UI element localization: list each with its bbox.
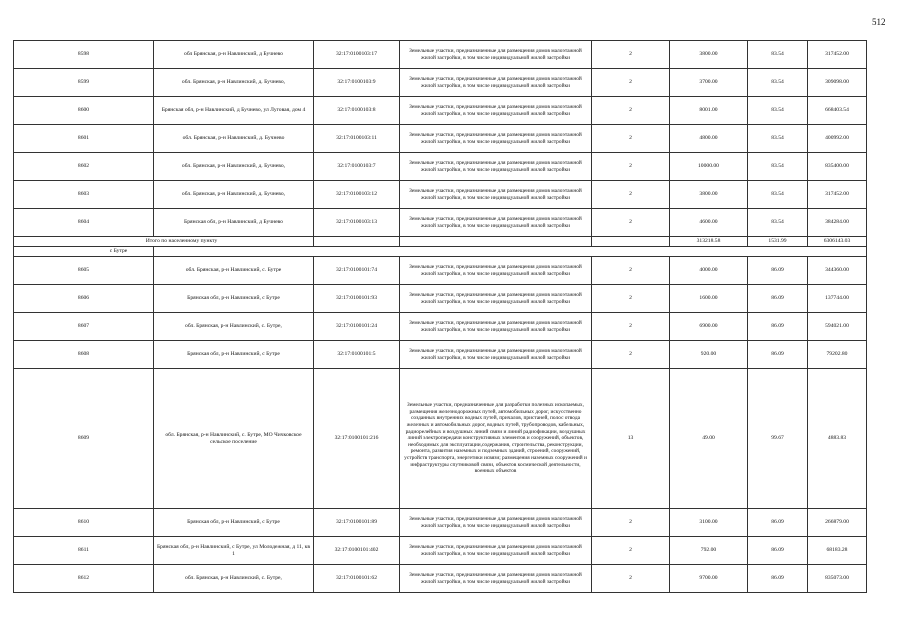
group-cell: 2 — [592, 313, 670, 341]
cadastral-value-cell: 594021.00 — [808, 313, 867, 341]
table-row — [14, 285, 867, 313]
address-cell: обл. Брянская, р-н Навлинский, д. Бучнево, — [154, 181, 314, 209]
address-cell: обл. Брянская, р-н Навлинский, с. Бутре — [154, 257, 314, 285]
cadastral-number-cell: 32:17:0100103:7 — [314, 153, 400, 181]
table-row — [14, 257, 867, 285]
address-cell: Брянская обл, р-н Навлинский, д Бучнево, ул Луговая, дом 4 — [154, 97, 314, 125]
cadastral-number-cell: 32:17:0100101:5 — [314, 341, 400, 369]
land-use-description-cell: Земельные участки, предназначенные для размещения домов малоэтажной жилой застройки, в том числе индивидуальной жилой застройки — [400, 565, 592, 593]
table-row — [14, 369, 867, 509]
address-cell: обл. Брянская, р-н Навлинский, д. Бучнево, — [154, 153, 314, 181]
cadastral-number-cell: 32:17:0100101:62 — [314, 565, 400, 593]
land-use-description-cell: Земельные участки, предназначенные для размещения домов малоэтажной жилой застройки, в том числе индивидуальной жилой застройки — [400, 69, 592, 97]
cadastral-number-cell: 32:17:0100103:13 — [314, 209, 400, 237]
area-cell: 4000.00 — [670, 257, 748, 285]
area-cell: 3700.00 — [670, 69, 748, 97]
cadastral-number-cell: 32:17:0100103:12 — [314, 181, 400, 209]
rate-cell: 86.09 — [748, 313, 808, 341]
cadastral-number-cell: 32:17:0100101:74 — [314, 257, 400, 285]
cadastral-number-cell: 32:17:0100103:17 — [314, 41, 400, 69]
rate-cell: 99.67 — [748, 369, 808, 509]
row-number: 8611 — [14, 537, 154, 565]
rate-cell: 86.09 — [748, 565, 808, 593]
subtotal-area: 313218.58 — [670, 237, 748, 247]
rate-cell: 86.09 — [748, 509, 808, 537]
table-row — [14, 125, 867, 153]
cadastral-value-table — [13, 40, 867, 593]
row-number: 8601 — [14, 125, 154, 153]
area-cell: 3800.00 — [670, 181, 748, 209]
cadastral-value-cell: 400992.00 — [808, 125, 867, 153]
row-number: 8608 — [14, 341, 154, 369]
row-number: 8599 — [14, 69, 154, 97]
cadastral-value-cell: 317452.00 — [808, 181, 867, 209]
land-use-description-cell: Земельные участки, предназначенные для размещения домов малоэтажной жилой застройки, в том числе индивидуальной жилой застройки — [400, 97, 592, 125]
group-cell: 2 — [592, 97, 670, 125]
table-row — [14, 313, 867, 341]
area-cell: 3100.00 — [670, 509, 748, 537]
group-cell: 13 — [592, 369, 670, 509]
rate-cell: 86.09 — [748, 537, 808, 565]
land-use-description-cell: Земельные участки, предназначенные для разработки полезных ископаемых, размещения железнодорожных путей, автомобильных дорог, искусственно созданных внутренних водных путей, причалов, пристаней, полос отвода железных и автомобильных дорог, водных путей, трубопроводов, кабельных, радиорелейных и воздушных линий связи и линий радиофикации, воздушных линий электропередачи конструктивных элементов и сооружений, объектов, необходимых для эксплуатации,содержания, строительства, реконструкции, ремонта, развития наземных и подземных зданий, строений, сооружений, устройств транспорта, энергетики исвязи; размещения наземных сооружений и инфраструктуры спутниковой связи, объектов космической деятельности, военных объектов — [400, 369, 592, 509]
subtotal-value: 6306143.03 — [808, 237, 867, 247]
address-cell: Брянская обл, р-н Навлинский, д Бучнево — [154, 209, 314, 237]
land-use-description-cell: Земельные участки, предназначенные для размещения домов малоэтажной жилой застройки, в том числе индивидуальной жилой застройки — [400, 509, 592, 537]
group-cell: 2 — [592, 565, 670, 593]
group-cell: 2 — [592, 69, 670, 97]
address-cell: Брянская обл, р-н Навлинский, с Бутре — [154, 509, 314, 537]
cadastral-number-cell: 32:17:0100103:11 — [314, 125, 400, 153]
table-row — [14, 341, 867, 369]
table-row — [14, 565, 867, 593]
land-use-description-cell: Земельные участки, предназначенные для размещения домов малоэтажной жилой застройки, в том числе индивидуальной жилой застройки — [400, 537, 592, 565]
rate-cell: 86.09 — [748, 341, 808, 369]
cadastral-number-cell: 32:17:0100101:89 — [314, 509, 400, 537]
row-number: 8602 — [14, 153, 154, 181]
table-row — [14, 181, 867, 209]
group-cell: 2 — [592, 181, 670, 209]
table-row — [14, 537, 867, 565]
rate-cell: 83.54 — [748, 97, 808, 125]
table-row — [14, 69, 867, 97]
row-number: 8604 — [14, 209, 154, 237]
cadastral-value-cell: 317452.00 — [808, 41, 867, 69]
cadastral-value-cell: 4883.83 — [808, 369, 867, 509]
group-cell: 2 — [592, 125, 670, 153]
table-row — [14, 153, 867, 181]
cadastral-value-cell: 668403.54 — [808, 97, 867, 125]
land-use-description-cell: Земельные участки, предназначенные для размещения домов малоэтажной жилой застройки, в том числе индивидуальной жилой застройки — [400, 257, 592, 285]
row-number: 8607 — [14, 313, 154, 341]
cadastral-number-cell: 32:17:0100101:24 — [314, 313, 400, 341]
cadastral-number-cell: 32:17:0100101:93 — [314, 285, 400, 313]
land-use-description-cell: Земельные участки, предназначенные для размещения домов малоэтажной жилой застройки, в том числе индивидуальной жилой застройки — [400, 285, 592, 313]
page-number: 512 — [872, 17, 886, 27]
row-number: 8612 — [14, 565, 154, 593]
address-cell: обл. Брянская, р-н Навлинский, с. Бутре, МО Чичковское сельское поселение — [154, 369, 314, 509]
table-row — [14, 41, 867, 69]
group-cell: 2 — [592, 341, 670, 369]
cadastral-value-cell: 344360.00 — [808, 257, 867, 285]
group-cell: 2 — [592, 41, 670, 69]
cadastral-number-cell: 32:17:0100103:8 — [314, 97, 400, 125]
cadastral-value-cell: 79202.80 — [808, 341, 867, 369]
area-cell: 49.00 — [670, 369, 748, 509]
address-cell: Брянская обл, р-н Навлинский, с Бутре — [154, 285, 314, 313]
cadastral-value-cell: 835073.00 — [808, 565, 867, 593]
land-use-description-cell: Земельные участки, предназначенные для размещения домов малоэтажной жилой застройки, в том числе индивидуальной жилой застройки — [400, 153, 592, 181]
row-number: 8610 — [14, 509, 154, 537]
cadastral-number-cell: 32:17:0100101:216 — [314, 369, 400, 509]
area-cell: 8001.00 — [670, 97, 748, 125]
area-cell: 920.00 — [670, 341, 748, 369]
rate-cell: 83.54 — [748, 153, 808, 181]
land-use-description-cell: Земельные участки, предназначенные для размещения домов малоэтажной жилой застройки, в том числе индивидуальной жилой застройки — [400, 181, 592, 209]
group-cell: 2 — [592, 537, 670, 565]
address-cell: Брянская обл, р-н Навлинский, с Бутре, ул Молодежная, д 11, кв 1 — [154, 537, 314, 565]
land-use-description-cell: Земельные участки, предназначенные для размещения домов малоэтажной жилой застройки, в том числе индивидуальной жилой застройки — [400, 341, 592, 369]
cadastral-number-cell: 32:17:0100101:402 — [314, 537, 400, 565]
table-row — [14, 209, 867, 237]
area-cell: 6900.00 — [670, 313, 748, 341]
settlement-name: с Бутре — [14, 247, 154, 257]
row-number: 8609 — [14, 369, 154, 509]
rate-cell: 83.54 — [748, 41, 808, 69]
rate-cell: 83.54 — [748, 125, 808, 153]
cadastral-value-cell: 309098.00 — [808, 69, 867, 97]
rate-cell: 86.09 — [748, 285, 808, 313]
table-row — [14, 509, 867, 537]
subtotal-row — [14, 237, 867, 247]
cadastral-value-cell: 137744.00 — [808, 285, 867, 313]
address-cell: обл. Брянская, р-н Навлинский, д. Бучнево, — [154, 69, 314, 97]
rate-cell: 83.54 — [748, 181, 808, 209]
subtotal-rate: 1531.99 — [748, 237, 808, 247]
land-use-description-cell: Земельные участки, предназначенные для размещения домов малоэтажной жилой застройки, в том числе индивидуальной жилой застройки — [400, 41, 592, 69]
land-use-description-cell: Земельные участки, предназначенные для размещения домов малоэтажной жилой застройки, в том числе индивидуальной жилой застройки — [400, 209, 592, 237]
settlement-row — [14, 247, 867, 257]
land-use-description-cell: Земельные участки, предназначенные для размещения домов малоэтажной жилой застройки, в том числе индивидуальной жилой застройки — [400, 125, 592, 153]
rate-cell: 83.54 — [748, 209, 808, 237]
row-number: 8605 — [14, 257, 154, 285]
address-cell: обл Брянская, р-н Навлинский, д Бучнево — [154, 41, 314, 69]
area-cell: 1600.00 — [670, 285, 748, 313]
address-cell: обл. Брянская, р-н Навлинский, с. Бутре, — [154, 565, 314, 593]
address-cell: обл. Брянская, р-н Навлинский, с. Бутре, — [154, 313, 314, 341]
group-cell: 2 — [592, 257, 670, 285]
area-cell: 4600.00 — [670, 209, 748, 237]
cadastral-number-cell: 32:17:0100103:9 — [314, 69, 400, 97]
row-number: 8603 — [14, 181, 154, 209]
area-cell: 3800.00 — [670, 41, 748, 69]
row-number: 8600 — [14, 97, 154, 125]
cadastral-value-cell: 266879.00 — [808, 509, 867, 537]
cadastral-value-cell: 835400.00 — [808, 153, 867, 181]
group-cell: 2 — [592, 285, 670, 313]
row-number: 8606 — [14, 285, 154, 313]
address-cell: Брянская обл, р-н Навлинский, с Бутре — [154, 341, 314, 369]
rate-cell: 86.09 — [748, 257, 808, 285]
land-use-description-cell: Земельные участки, предназначенные для размещения домов малоэтажной жилой застройки, в том числе индивидуальной жилой застройки — [400, 313, 592, 341]
group-cell: 2 — [592, 509, 670, 537]
area-cell: 9700.00 — [670, 565, 748, 593]
cadastral-value-cell: 68183.28 — [808, 537, 867, 565]
address-cell: обл. Брянская, р-н Навлинский, д. Бучнево — [154, 125, 314, 153]
area-cell: 4800.00 — [670, 125, 748, 153]
table-row — [14, 97, 867, 125]
rate-cell: 83.54 — [748, 69, 808, 97]
cadastral-value-cell: 384284.00 — [808, 209, 867, 237]
subtotal-label: Итого по населенному пункту — [14, 237, 314, 247]
row-number: 8598 — [14, 41, 154, 69]
area-cell: 10000.00 — [670, 153, 748, 181]
group-cell: 2 — [592, 209, 670, 237]
group-cell: 2 — [592, 153, 670, 181]
area-cell: 792.00 — [670, 537, 748, 565]
